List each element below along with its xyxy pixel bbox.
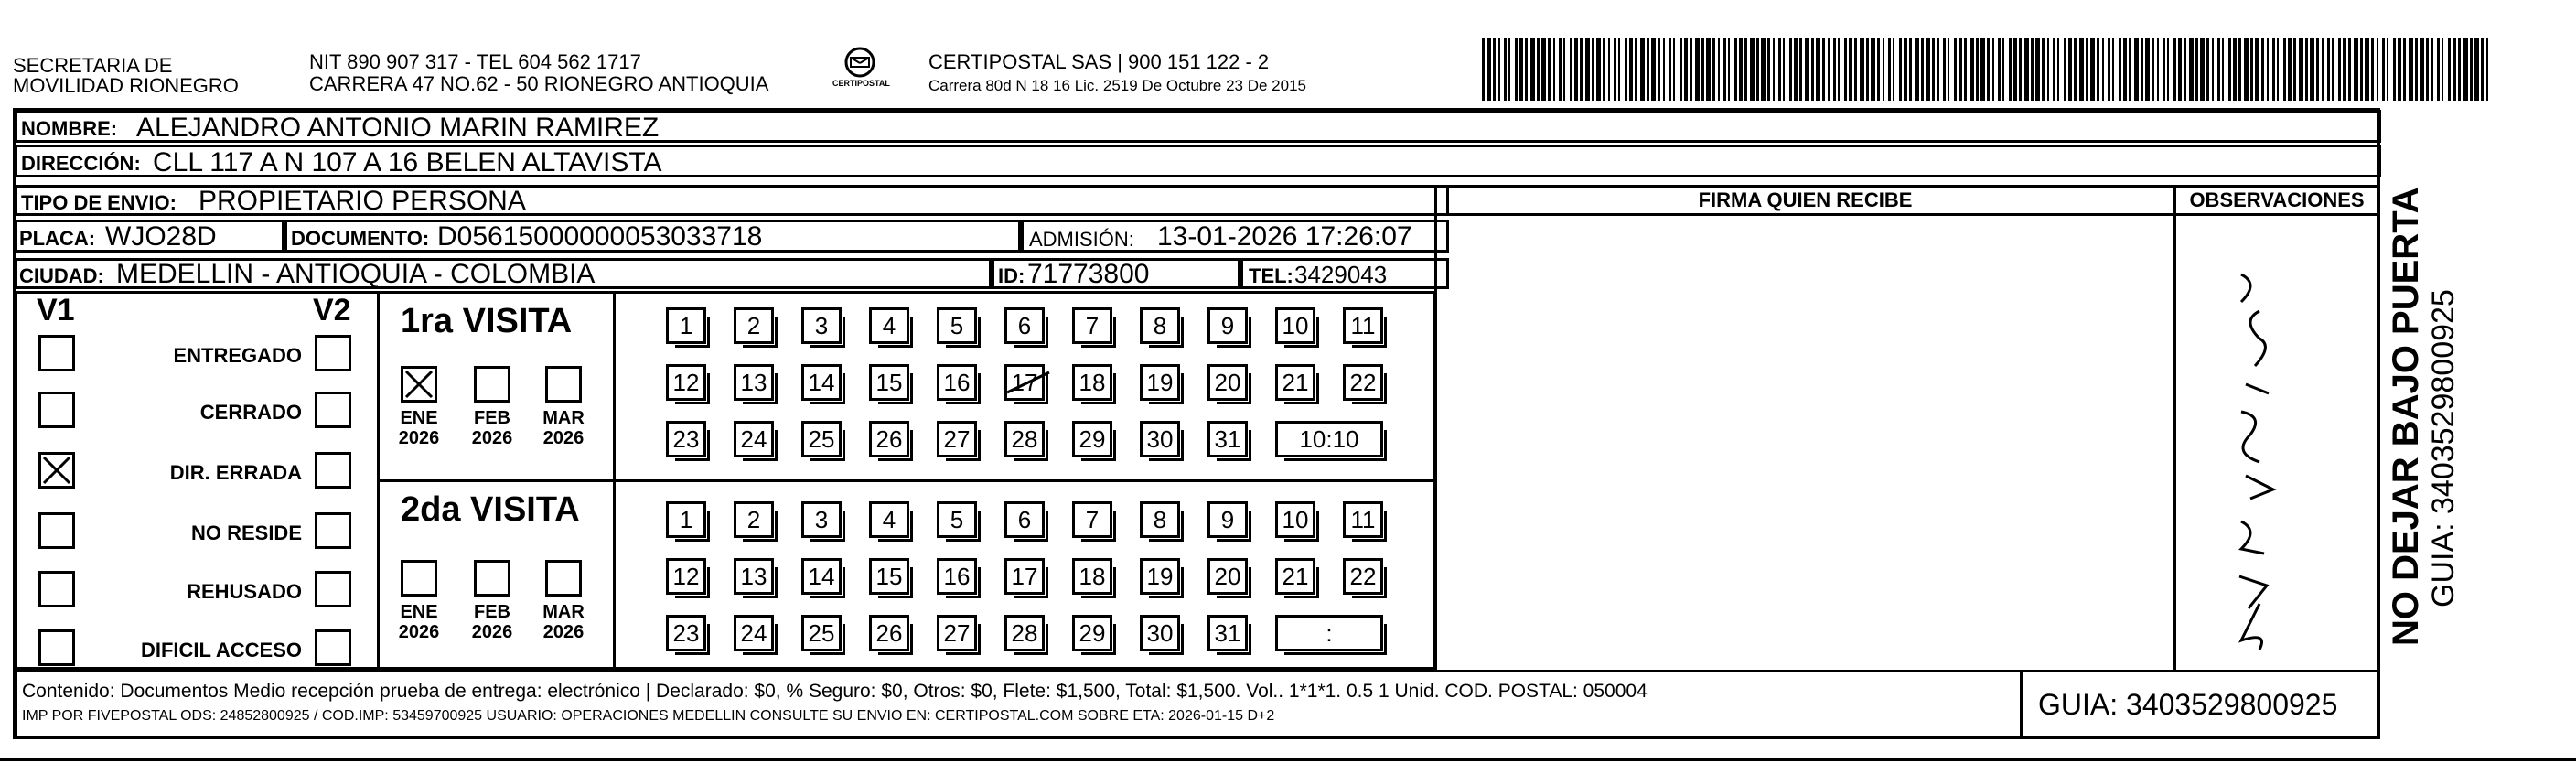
day-box[interactable]: 15 bbox=[869, 558, 909, 595]
v2-checkbox[interactable] bbox=[315, 392, 351, 428]
day-box[interactable]: 25 bbox=[801, 421, 842, 457]
id-label: ID: bbox=[998, 264, 1025, 287]
day-box[interactable]: 21 bbox=[1275, 364, 1315, 401]
id-value: 71773800 bbox=[1027, 259, 1150, 289]
admision-label: ADMISIÓN: bbox=[1029, 228, 1134, 251]
footer-imp: IMP POR FIVEPOSTAL ODS: 24852800925 / COD.IMP: 53459700925 USUARIO: OPERACIONES MEDELLIN CONSULTE SU ENVIO EN: CERTIPOSTAL.COM SOBRE ETA: 2026-01-15 D+2 bbox=[22, 708, 1275, 724]
day-box[interactable]: 23 bbox=[666, 615, 706, 651]
documento-label: DOCUMENTO: bbox=[291, 227, 430, 250]
day-box[interactable]: 12 bbox=[666, 364, 706, 401]
row-ciudad bbox=[15, 258, 1449, 289]
day-box[interactable]: 7 bbox=[1072, 307, 1112, 344]
day-box[interactable]: 30 bbox=[1140, 615, 1180, 651]
day-box[interactable]: 19 bbox=[1140, 364, 1180, 401]
admision-value: 13-01-2026 17:26:07 bbox=[1157, 221, 1412, 252]
day-box[interactable]: 16 bbox=[937, 364, 977, 401]
day-box[interactable]: 14 bbox=[801, 558, 842, 595]
certipostal-logo bbox=[832, 44, 890, 93]
nombre-label: NOMBRE: bbox=[21, 117, 118, 140]
id-cell bbox=[992, 258, 1240, 289]
carrier-line-1: CERTIPOSTAL SAS | 900 151 122 - 2 bbox=[928, 50, 1270, 73]
day-box[interactable]: 29 bbox=[1072, 615, 1112, 651]
status-label: ENTREGADO bbox=[173, 344, 302, 367]
row-placa bbox=[15, 220, 1449, 253]
observaciones-header bbox=[2174, 185, 2380, 216]
day-box[interactable]: 13 bbox=[734, 558, 774, 595]
tel-label: TEL: bbox=[1249, 264, 1293, 287]
v2-checkbox[interactable] bbox=[315, 571, 351, 607]
firma-header bbox=[1434, 185, 2176, 216]
side-guia: GUIA: 3403529800925 bbox=[2426, 289, 2461, 607]
observaciones-header-label: OBSERVACIONES bbox=[2189, 188, 2365, 211]
month-checkbox[interactable] bbox=[401, 560, 437, 597]
time-box[interactable]: : bbox=[1275, 615, 1383, 651]
day-box[interactable]: 2 bbox=[734, 307, 774, 344]
month-name: FEB bbox=[474, 408, 510, 428]
direccion-label: DIRECCIÓN: bbox=[21, 152, 141, 175]
documento-cell bbox=[284, 220, 1021, 253]
day-box[interactable]: 3 bbox=[801, 307, 842, 344]
day-box[interactable]: 16 bbox=[937, 558, 977, 595]
row-nombre bbox=[15, 110, 2381, 143]
day-box[interactable]: 9 bbox=[1208, 501, 1248, 538]
documento-value: D05615000000053033718 bbox=[437, 221, 763, 252]
day-box[interactable]: 5 bbox=[937, 501, 977, 538]
firma-header-label: FIRMA QUIEN RECIBE bbox=[1698, 188, 1913, 211]
placa-label: PLACA: bbox=[19, 227, 96, 250]
month-year: 2026 bbox=[471, 622, 513, 642]
month-checkbox[interactable] bbox=[545, 560, 582, 597]
status-label: CERRADO bbox=[199, 401, 302, 424]
month-year: 2026 bbox=[471, 428, 513, 448]
day-box[interactable]: 13 bbox=[734, 364, 774, 401]
day-box[interactable]: 21 bbox=[1275, 558, 1315, 595]
day-box[interactable]: 26 bbox=[869, 421, 909, 457]
day-box[interactable]: 19 bbox=[1140, 558, 1180, 595]
day-box[interactable]: 17 bbox=[1004, 364, 1045, 401]
day-box[interactable]: 22 bbox=[1343, 558, 1383, 595]
day-box[interactable]: 27 bbox=[937, 421, 977, 457]
month-checkbox[interactable] bbox=[474, 560, 510, 597]
month-year: 2026 bbox=[398, 428, 440, 448]
issuer-line-2: MOVILIDAD RIONEGRO bbox=[13, 74, 239, 97]
month-year: 2026 bbox=[398, 622, 440, 642]
day-box[interactable]: 20 bbox=[1208, 364, 1248, 401]
day-box[interactable]: 4 bbox=[869, 307, 909, 344]
nit-line: NIT 890 907 317 - TEL 604 562 1717 bbox=[309, 50, 641, 73]
v1-checkbox[interactable] bbox=[38, 392, 75, 428]
v2-checkbox[interactable] bbox=[315, 335, 351, 371]
admision-cell bbox=[1021, 220, 1449, 253]
day-box[interactable]: 7 bbox=[1072, 501, 1112, 538]
footer-contenido: Contenido: Documentos Medio recepción prueba de entrega: electrónico | Declarado: $0, % Seguro: $0, Otros: $0, Flete: $1,500, Total: $1,500. Vol.. 1*1*1. 0.5 1 Unid. COD. POSTAL: 050004 bbox=[22, 681, 1648, 702]
v1-label: V1 bbox=[37, 293, 75, 328]
visit1-title: 1ra VISITA bbox=[401, 302, 573, 340]
day-box[interactable]: 29 bbox=[1072, 421, 1112, 457]
nombre-value: ALEJANDRO ANTONIO MARIN RAMIREZ bbox=[136, 113, 660, 143]
v1-checkbox[interactable] bbox=[38, 335, 75, 371]
day-box[interactable]: 11 bbox=[1343, 501, 1383, 538]
tel-value: 3429043 bbox=[1294, 261, 1388, 288]
month-year: 2026 bbox=[542, 622, 585, 642]
v2-checkbox[interactable] bbox=[315, 629, 351, 666]
direccion-value: CLL 117 A N 107 A 16 BELEN ALTAVISTA bbox=[153, 147, 662, 177]
day-box[interactable]: 1 bbox=[666, 501, 706, 538]
day-box[interactable]: 6 bbox=[1004, 307, 1045, 344]
day-box[interactable]: 2 bbox=[734, 501, 774, 538]
ciudad-cell bbox=[15, 258, 992, 289]
day-box[interactable]: 22 bbox=[1343, 364, 1383, 401]
day-box[interactable]: 18 bbox=[1072, 558, 1112, 595]
v1-checkbox[interactable] bbox=[38, 452, 75, 489]
barcode bbox=[1482, 38, 2497, 101]
day-box[interactable]: 31 bbox=[1208, 421, 1248, 457]
address-line: CARRERA 47 NO.62 - 50 RIONEGRO ANTIOQUIA bbox=[309, 72, 769, 95]
status-label: REHUSADO bbox=[187, 580, 302, 603]
day-box[interactable]: 25 bbox=[801, 615, 842, 651]
month-checkbox[interactable] bbox=[474, 366, 510, 403]
placa-value: WJO28D bbox=[105, 221, 217, 252]
logo-text: CERTIPOSTAL bbox=[832, 79, 890, 88]
month-name: MAR bbox=[542, 408, 585, 428]
day-box[interactable]: 17 bbox=[1004, 558, 1045, 595]
day-box[interactable]: 4 bbox=[869, 501, 909, 538]
status-label: NO RESIDE bbox=[190, 521, 302, 544]
day-box[interactable]: 10 bbox=[1275, 501, 1315, 538]
month-name: FEB bbox=[474, 602, 510, 622]
status-label: DIFICIL ACCESO bbox=[140, 639, 302, 661]
firma-divider-right bbox=[2174, 216, 2176, 670]
v1-checkbox[interactable] bbox=[38, 512, 75, 549]
day-box[interactable]: 18 bbox=[1072, 364, 1112, 401]
day-box[interactable]: 26 bbox=[869, 615, 909, 651]
ciudad-label: CIUDAD: bbox=[19, 264, 104, 287]
day-box[interactable]: 10 bbox=[1275, 307, 1315, 344]
month-name: MAR bbox=[542, 602, 585, 622]
tipo-value: PROPIETARIO PERSONA bbox=[199, 186, 526, 216]
day-box[interactable]: 24 bbox=[734, 421, 774, 457]
v2-label: V2 bbox=[313, 293, 351, 328]
day-box[interactable]: 27 bbox=[937, 615, 977, 651]
day-box[interactable]: 28 bbox=[1004, 615, 1045, 651]
day-box[interactable]: 30 bbox=[1140, 421, 1180, 457]
v1-checkbox[interactable] bbox=[38, 571, 75, 607]
carrier-line-2: Carrera 80d N 18 16 Lic. 2519 De Octubre 23 De 2015 bbox=[928, 77, 1306, 94]
issuer-line-1: SECRETARIA DE bbox=[13, 54, 173, 77]
day-box[interactable]: 9 bbox=[1208, 307, 1248, 344]
day-box[interactable]: 1 bbox=[666, 307, 706, 344]
month-year: 2026 bbox=[542, 428, 585, 448]
day-box[interactable]: 11 bbox=[1343, 307, 1383, 344]
tel-cell bbox=[1240, 258, 1449, 289]
day-box[interactable]: 28 bbox=[1004, 421, 1045, 457]
page-bottom-line bbox=[0, 758, 2576, 761]
day-box[interactable]: 6 bbox=[1004, 501, 1045, 538]
footer-divider bbox=[2020, 670, 2023, 739]
side-warning: NO DEJAR BAJO PUERTA bbox=[2386, 187, 2426, 646]
month-checkbox[interactable] bbox=[545, 366, 582, 403]
day-box[interactable]: 24 bbox=[734, 615, 774, 651]
v2-checkbox[interactable] bbox=[315, 512, 351, 549]
time-box[interactable]: 10:10 bbox=[1275, 421, 1383, 457]
row-direccion bbox=[15, 145, 2381, 177]
day-box[interactable]: 31 bbox=[1208, 615, 1248, 651]
day-box[interactable]: 8 bbox=[1140, 501, 1180, 538]
row-tipo bbox=[15, 185, 1449, 216]
visit2-title: 2da VISITA bbox=[401, 490, 580, 529]
day-box[interactable]: 23 bbox=[666, 421, 706, 457]
day-box[interactable]: 3 bbox=[801, 501, 842, 538]
v1-checkbox[interactable] bbox=[38, 629, 75, 666]
placa-cell bbox=[15, 220, 284, 253]
month-name: ENE bbox=[400, 408, 438, 428]
ciudad-value: MEDELLIN - ANTIOQUIA - COLOMBIA bbox=[116, 259, 596, 289]
day-box[interactable]: 15 bbox=[869, 364, 909, 401]
v2-checkbox[interactable] bbox=[315, 452, 351, 489]
day-box[interactable]: 8 bbox=[1140, 307, 1180, 344]
tipo-label: TIPO DE ENVIO: bbox=[21, 191, 177, 214]
day-box[interactable]: 20 bbox=[1208, 558, 1248, 595]
day-box[interactable]: 12 bbox=[666, 558, 706, 595]
footer-guia: GUIA: 3403529800925 bbox=[2038, 688, 2338, 721]
month-name: ENE bbox=[400, 602, 438, 622]
month-checkbox[interactable] bbox=[401, 366, 437, 403]
day-box[interactable]: 14 bbox=[801, 364, 842, 401]
day-box[interactable]: 5 bbox=[937, 307, 977, 344]
status-label: DIR. ERRADA bbox=[169, 461, 302, 484]
visit-row-divider bbox=[377, 479, 1436, 482]
handwritten-observation bbox=[2205, 256, 2314, 668]
